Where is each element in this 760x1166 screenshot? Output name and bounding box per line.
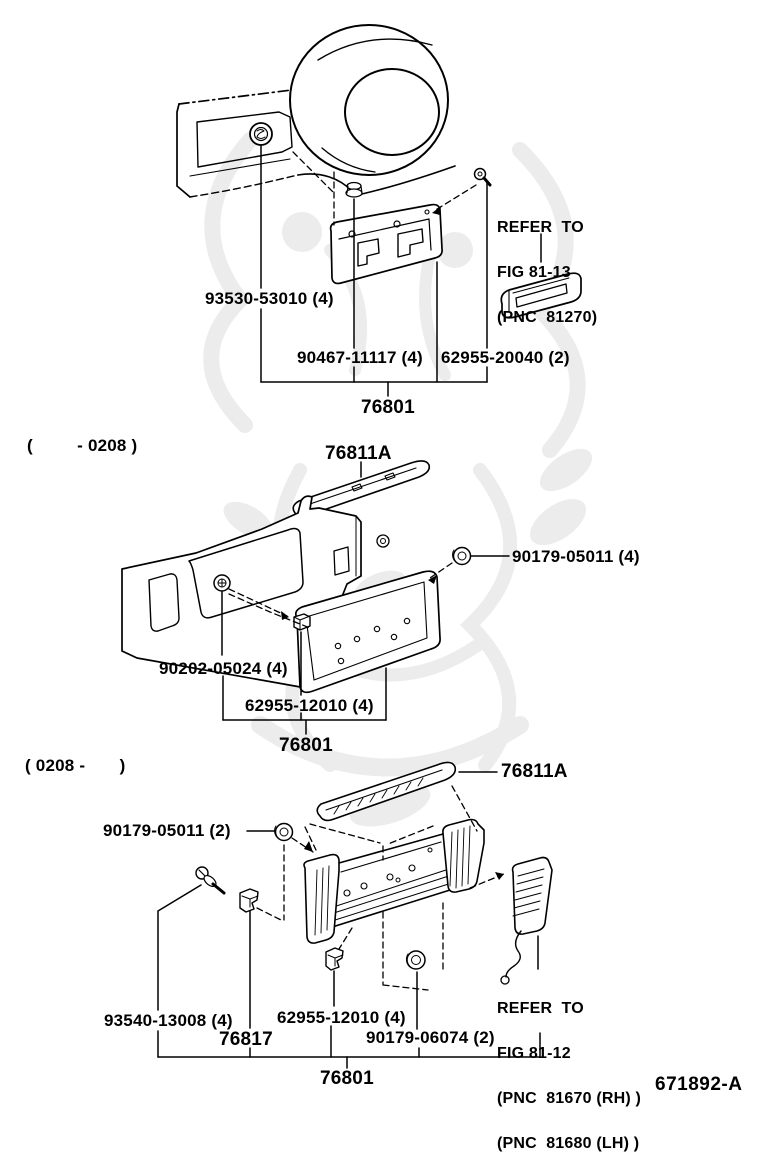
callout-90202-05024: 90202-05024 (4) — [159, 659, 288, 678]
garnish-number-middle: 76811A — [325, 443, 392, 464]
license-garnish — [304, 820, 484, 944]
refer-line: REFER TO — [497, 1000, 584, 1017]
garnish-number-bottom: 76811A — [501, 761, 568, 782]
refer-line: FIG 81-12 — [497, 1045, 571, 1062]
corner-garnish — [501, 858, 552, 985]
callout-90467-11117: 90467-11117 (4) — [297, 348, 423, 367]
nut-icon — [406, 951, 425, 969]
callout-93540-13008: 93540-13008 (4) — [104, 1011, 233, 1030]
figure-code: 671892-A — [655, 1074, 743, 1095]
assembly-number-middle: 76801 — [279, 735, 333, 756]
clip-icon — [240, 889, 258, 912]
callout-93530-53010: 93530-53010 (4) — [205, 289, 334, 308]
nut-icon — [275, 824, 293, 841]
callout-90179-05011-2: 90179-05011 (2) — [103, 821, 231, 840]
spare-tire-cover — [290, 25, 448, 175]
variant-label-middle: ( - 0208 ) — [27, 436, 138, 455]
callout-62955-12010-mid: 62955-12010 (4) — [245, 696, 374, 715]
refer-line: REFER TO — [497, 219, 584, 236]
assembly-number-bottom: 76801 — [320, 1068, 374, 1089]
nut-icon — [453, 548, 471, 565]
clip-icon — [346, 183, 362, 198]
refer-line: FIG 81-13 — [497, 264, 571, 281]
callout-90179-06074: 90179-06074 (2) — [366, 1028, 495, 1047]
refer-line: (PNC 81680 (LH) ) — [497, 1135, 640, 1152]
arrowhead — [495, 872, 504, 880]
refer-note-top — [497, 190, 597, 340]
callout-62955-20040: 62955-20040 (2) — [441, 348, 570, 367]
bracket-number-76817: 76817 — [219, 1029, 273, 1050]
assembly-number-top: 76801 — [361, 397, 415, 418]
refer-note-bottom — [497, 971, 641, 1166]
screw-icon — [250, 123, 272, 145]
clip-icon — [326, 948, 343, 970]
callout-62955-12010-bottom: 62955-12010 (4) — [277, 1008, 406, 1027]
section-middle — [122, 461, 509, 734]
refer-line: (PNC 81670 (RH) ) — [497, 1090, 642, 1107]
callout-90179-05011-4: 90179-05011 (4) — [512, 547, 640, 566]
screw-icon — [196, 867, 224, 893]
screw-icon — [214, 575, 230, 591]
refer-line: (PNC 81270) — [497, 309, 598, 326]
variant-label-bottom: ( 0208 - ) — [25, 756, 126, 775]
